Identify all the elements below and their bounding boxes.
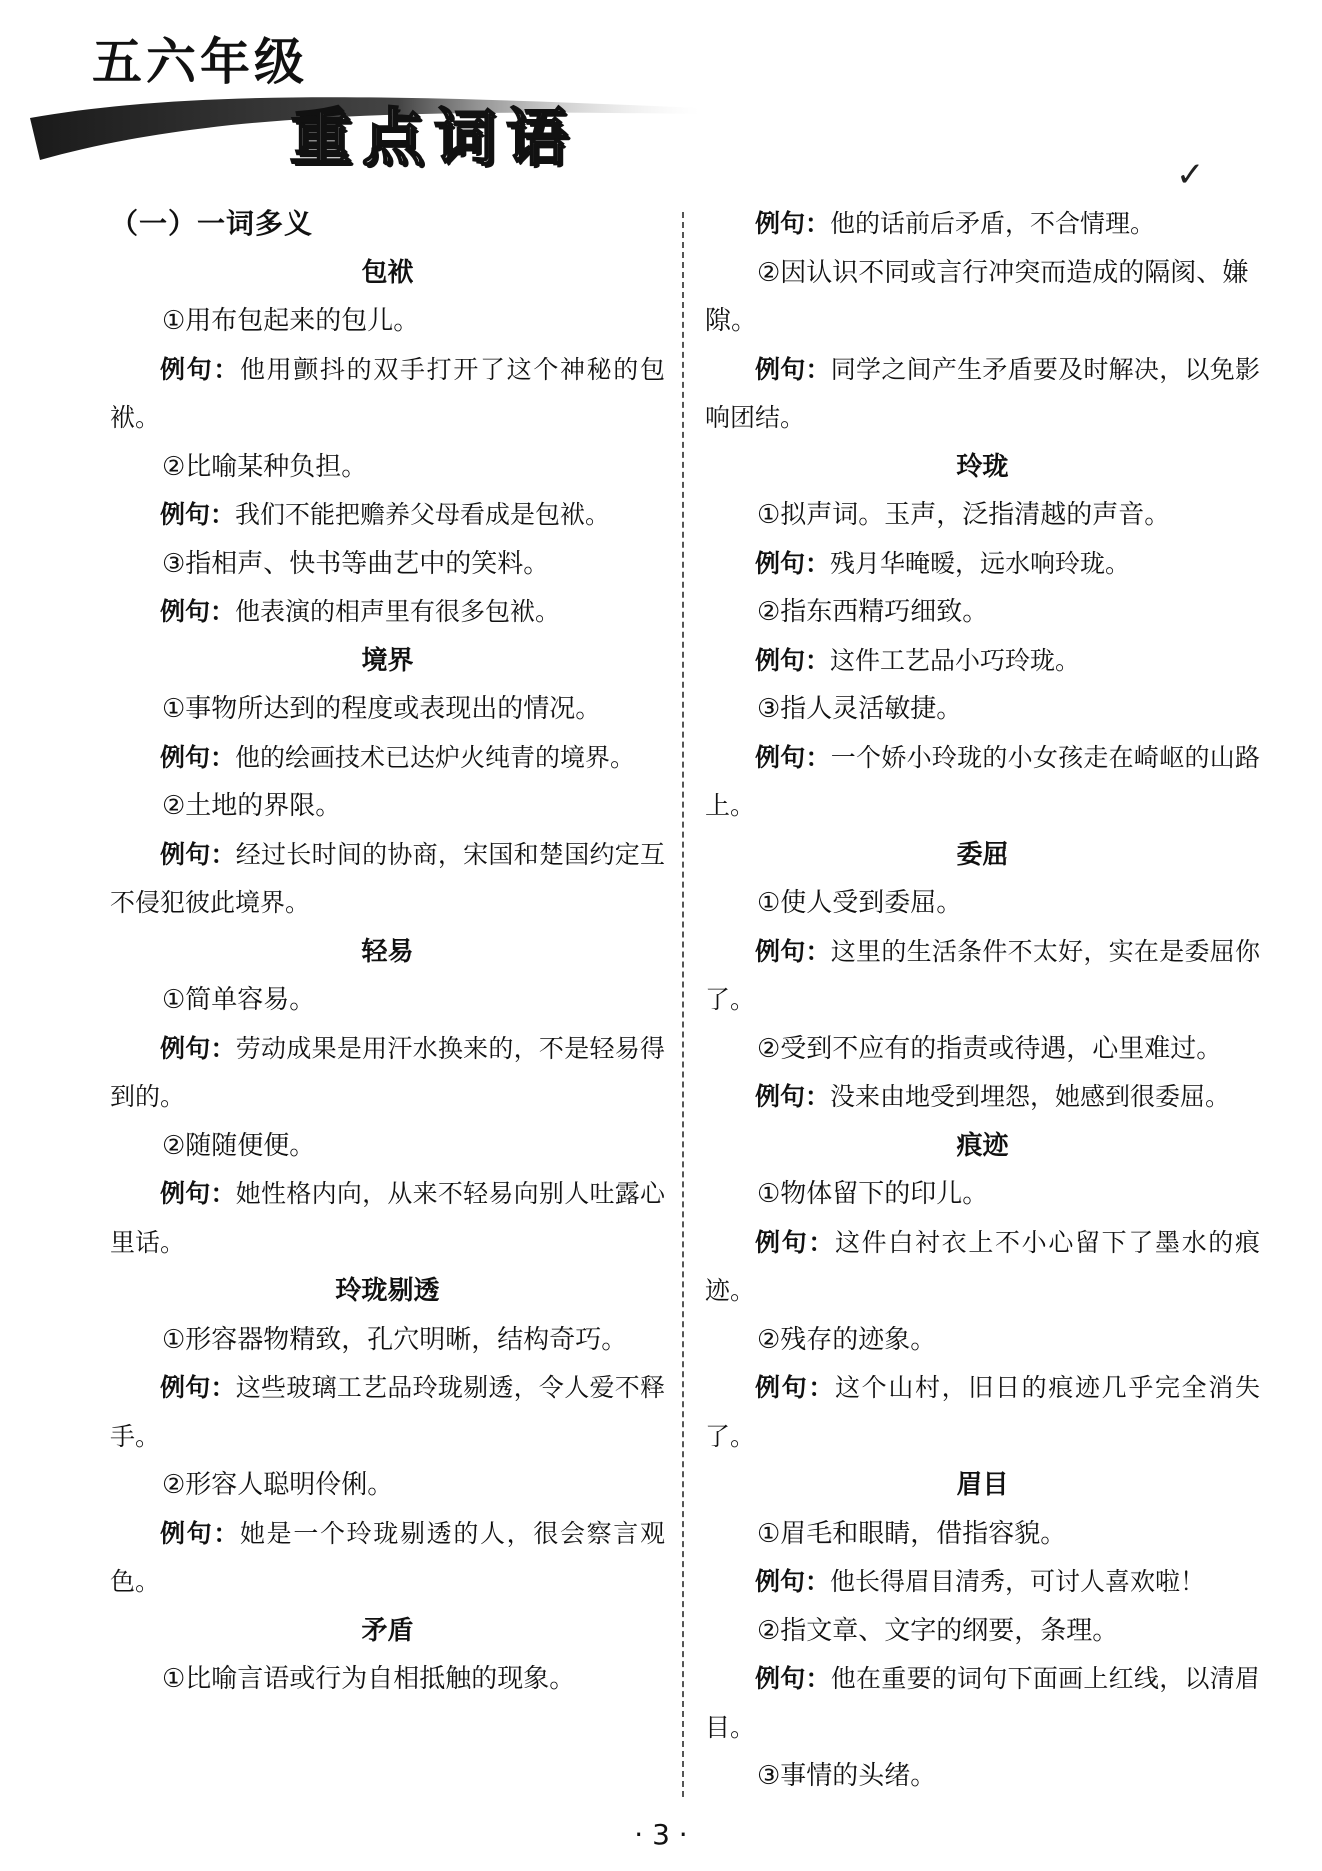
example-sentence xyxy=(705,1655,1260,1752)
example-label: 例句： xyxy=(160,597,236,626)
definition-line: ②随随便便。 xyxy=(162,1130,316,1161)
example-text: 我们不能把赡养父母看成是包袱。 xyxy=(235,500,611,529)
definition-line: ①拟声词。玉声，泛指清越的声音。 xyxy=(757,500,1171,530)
example-label: 例句： xyxy=(755,742,831,772)
example-sentence xyxy=(705,1364,1260,1461)
example-label: 例句： xyxy=(160,1373,236,1402)
example-text: 这些玻璃工艺品玲珑剔透，令人爱不释手。 xyxy=(110,1373,665,1451)
check-mark: ✓ xyxy=(1176,155,1205,195)
example-sentence xyxy=(110,1510,665,1607)
example-label: 例句： xyxy=(755,1373,835,1402)
example-label: 例句： xyxy=(755,209,831,238)
example-text: 没来由地受到埋怨，她感到很委屈。 xyxy=(830,1082,1231,1111)
example-label: 例句： xyxy=(160,839,236,869)
example-sentence xyxy=(110,491,665,540)
section-title: （一）一词多义 xyxy=(110,207,314,240)
example-text: 同学之间产生矛盾要及时解决，以免影响团结。 xyxy=(705,354,1260,432)
right-column xyxy=(705,200,1260,1801)
example-label: 例句： xyxy=(755,1227,835,1257)
example-sentence xyxy=(110,1364,665,1461)
example-sentence xyxy=(705,540,1260,589)
example-text: 这个山村，旧日的痕迹几乎完全消失了。 xyxy=(705,1373,1260,1451)
definition-line: ③指相声、快书等曲艺中的笑料。 xyxy=(162,548,550,579)
example-text: 他的绘画技术已达炉火纯青的境界。 xyxy=(235,742,636,772)
example-label: 例句： xyxy=(160,742,236,772)
example-sentence xyxy=(705,346,1260,443)
example-text: 他在重要的词句下面画上红线，以清眉目。 xyxy=(705,1664,1260,1742)
entry-word: 玲珑 xyxy=(956,451,1009,482)
entry-word: 玲珑剔透 xyxy=(335,1276,440,1306)
left-column xyxy=(110,200,665,1704)
example-text: 这件白衬衣上不小心留下了墨水的痕迹。 xyxy=(705,1227,1260,1305)
definition-line: ①眉毛和眼睛，借指容貌。 xyxy=(757,1518,1067,1549)
example-label: 例句： xyxy=(755,1082,831,1111)
definition-line: ②因认识不同或言行冲突而造成的隔阂、嫌隙。 xyxy=(705,257,1249,336)
entry-word: 眉目 xyxy=(956,1470,1009,1500)
example-sentence xyxy=(705,734,1260,831)
page-number: · 3 · xyxy=(634,1818,688,1851)
example-text: 劳动成果是用汗水换来的，不是轻易得到的。 xyxy=(110,1033,665,1111)
example-label: 例句： xyxy=(160,1179,236,1208)
example-sentence xyxy=(705,928,1260,1025)
example-text: 她性格内向，从来不轻易向别人吐露心里话。 xyxy=(110,1179,665,1257)
example-text: 他的话前后矛盾，不合情理。 xyxy=(830,209,1156,238)
example-label: 例句： xyxy=(755,548,831,578)
example-sentence xyxy=(705,1558,1260,1607)
example-sentence xyxy=(110,588,665,637)
example-sentence xyxy=(110,1025,665,1122)
example-label: 例句： xyxy=(755,354,831,384)
entry-word: 轻易 xyxy=(361,936,414,967)
example-sentence xyxy=(110,734,665,783)
definition-line: ②比喻某种负担。 xyxy=(162,451,368,482)
page-header xyxy=(0,0,1322,195)
grade-title: 五六年级 xyxy=(92,33,308,91)
definition-line: ②形容人聪明伶俐。 xyxy=(162,1470,394,1500)
example-text: 她是一个玲珑剔透的人，很会察言观色。 xyxy=(110,1518,665,1596)
column-divider xyxy=(682,212,684,1797)
example-label: 例句： xyxy=(160,500,236,529)
example-label: 例句： xyxy=(755,1664,831,1693)
section-banner-title: 重点词语 xyxy=(290,101,579,174)
example-sentence xyxy=(705,637,1260,686)
example-label: 例句： xyxy=(755,936,831,966)
definition-line: ②指文章、文字的纲要，条理。 xyxy=(757,1615,1119,1646)
definition-line: ①事物所达到的程度或表现出的情况。 xyxy=(162,694,602,724)
example-sentence xyxy=(705,200,1260,249)
example-sentence xyxy=(705,1219,1260,1316)
definition-line: ②受到不应有的指责或待遇，心里难过。 xyxy=(757,1033,1223,1064)
example-text: 他用颤抖的双手打开了这个神秘的包袱。 xyxy=(110,354,665,432)
definition-line: ①比喻言语或行为自相抵触的现象。 xyxy=(162,1664,576,1694)
example-sentence xyxy=(110,346,665,443)
definition-line: ③事情的头绪。 xyxy=(757,1761,937,1791)
example-sentence xyxy=(705,1073,1260,1122)
example-text: 残月华晻暧，远水响玲珑。 xyxy=(830,548,1131,578)
example-label: 例句： xyxy=(755,645,831,675)
definition-line: ①用布包起来的包儿。 xyxy=(162,306,420,336)
entry-word: 包袱 xyxy=(361,257,414,288)
definition-line: ①简单容易。 xyxy=(162,985,316,1015)
example-text: 这件工艺品小巧玲珑。 xyxy=(830,645,1081,675)
definition-line: ②指东西精巧细致。 xyxy=(757,597,989,627)
example-label: 例句： xyxy=(755,1567,831,1596)
example-label: 例句： xyxy=(160,1033,236,1063)
entry-word: 委屈 xyxy=(956,839,1009,870)
example-text: 这里的生活条件不太好，实在是委屈你了。 xyxy=(705,936,1260,1014)
example-label: 例句： xyxy=(160,1518,240,1548)
entry-word: 矛盾 xyxy=(361,1615,414,1646)
example-text: 经过长时间的协商，宋国和楚国约定互不侵犯彼此境界。 xyxy=(110,839,665,917)
example-label: 例句： xyxy=(160,354,240,384)
example-text: 一个娇小玲珑的小女孩走在崎岖的山路上。 xyxy=(705,742,1260,820)
example-sentence xyxy=(110,831,665,928)
definition-line: ①物体留下的印儿。 xyxy=(757,1179,989,1209)
entry-word: 痕迹 xyxy=(956,1130,1009,1161)
definition-line: ②残存的迹象。 xyxy=(757,1324,937,1355)
example-text: 他长得眉目清秀，可讨人喜欢啦！ xyxy=(830,1567,1206,1596)
definition-line: ①使人受到委屈。 xyxy=(757,888,963,918)
example-text: 他表演的相声里有很多包袱。 xyxy=(235,597,561,626)
definition-line: ③指人灵活敏捷。 xyxy=(757,694,963,724)
definition-line: ②土地的界限。 xyxy=(162,791,342,821)
example-sentence xyxy=(110,1170,665,1267)
entry-word: 境界 xyxy=(361,645,414,676)
definition-line: ①形容器物精致，孔穴明晰，结构奇巧。 xyxy=(162,1324,628,1355)
